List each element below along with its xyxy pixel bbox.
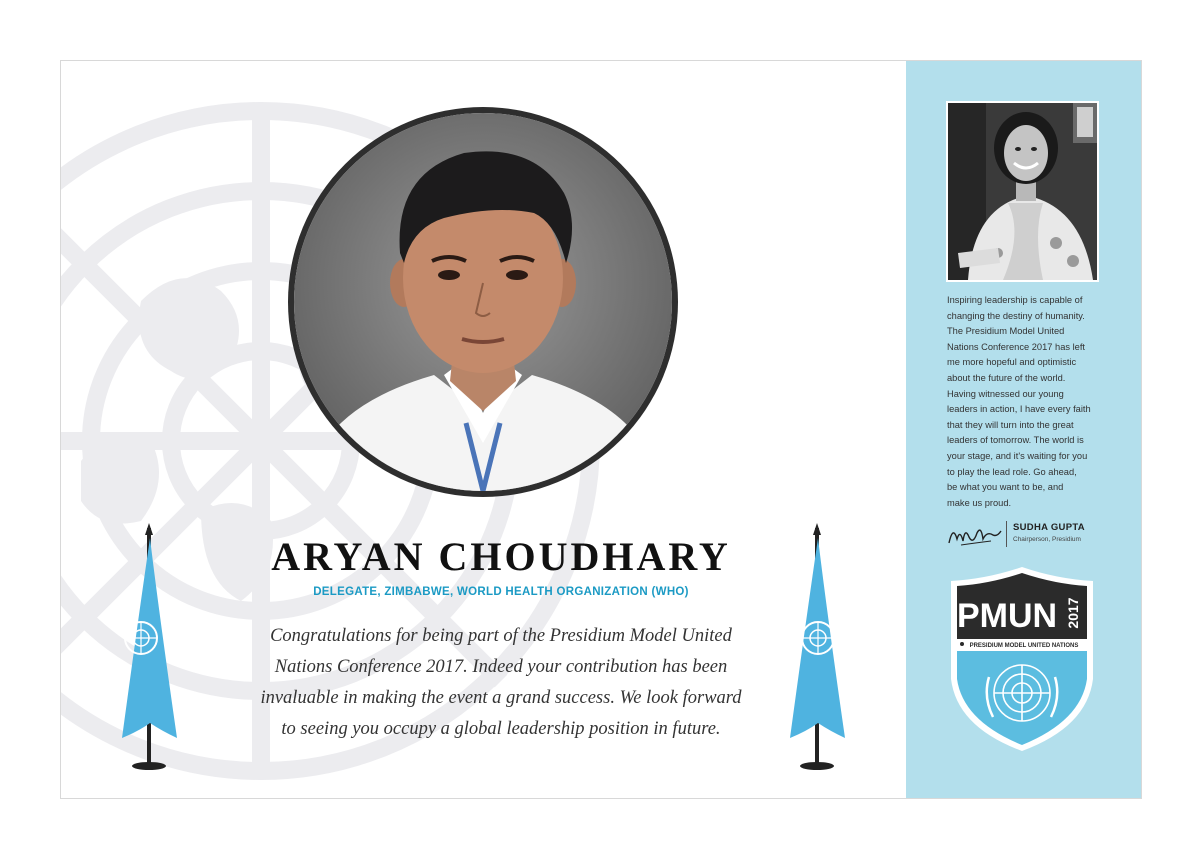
un-flag-left-icon xyxy=(117,523,197,773)
delegate-role: DELEGATE, ZIMBABWE, WORLD HEALTH ORGANIZATION (WHO) xyxy=(313,586,689,598)
message-line: invaluable in making the event a grand success. We look forward xyxy=(260,688,742,708)
signer-title: Chairperson, Presidium xyxy=(1013,536,1081,543)
quote-line: leaders of tomorrow. The world is xyxy=(947,435,1084,446)
quote-line: Having witnessed our young xyxy=(947,388,1064,399)
badge-acronym: PMUN xyxy=(956,597,1058,635)
delegate-photo-frame xyxy=(288,107,678,497)
quote-line: me more hopeful and optimistic xyxy=(947,357,1077,368)
quote-line: that they will turn into the great xyxy=(947,419,1074,430)
pmun-badge xyxy=(947,567,1097,752)
message-line: to seeing you occupy a global leadership position in future. xyxy=(281,719,721,739)
signer-name: SUDHA GUPTA xyxy=(1013,522,1085,533)
certificate-card xyxy=(60,60,1142,799)
signature-block xyxy=(947,519,1117,549)
delegate-photo xyxy=(294,113,672,491)
handwritten-signature xyxy=(947,521,1003,549)
quote-line: The Presidium Model United xyxy=(947,326,1065,337)
quote-line: Nations Conference 2017 has left xyxy=(947,341,1085,352)
badge-full-name: PRESIDIUM MODEL UNITED NATIONS xyxy=(969,643,1079,649)
quote-line: be what you want to be, and xyxy=(947,482,1064,493)
quote-line: to play the lead role. Go ahead, xyxy=(947,466,1077,477)
quote-line: Inspiring leadership is capable of xyxy=(947,295,1083,305)
quote-line: about the future of the world. xyxy=(947,372,1066,383)
quote-line: make us proud. xyxy=(947,497,1012,508)
delegate-name: ARYAN CHOUDHARY xyxy=(271,534,731,579)
quote-line: changing the destiny of humanity. xyxy=(947,310,1085,321)
sidebar-panel xyxy=(906,61,1141,798)
congratulations-message xyxy=(191,621,811,745)
message-line: Congratulations for being part of the Presidium Model United xyxy=(270,626,732,646)
chairperson-quote xyxy=(947,293,1107,511)
quote-line: your stage, and it's waiting for you xyxy=(947,450,1088,461)
chairperson-photo xyxy=(946,101,1099,282)
badge-year: 2017 xyxy=(1065,597,1081,629)
quote-line: leaders in action, I have every faith xyxy=(947,404,1091,415)
message-line: Nations Conference 2017. Indeed your contribution has been xyxy=(274,657,728,677)
signature-divider xyxy=(1006,521,1007,547)
